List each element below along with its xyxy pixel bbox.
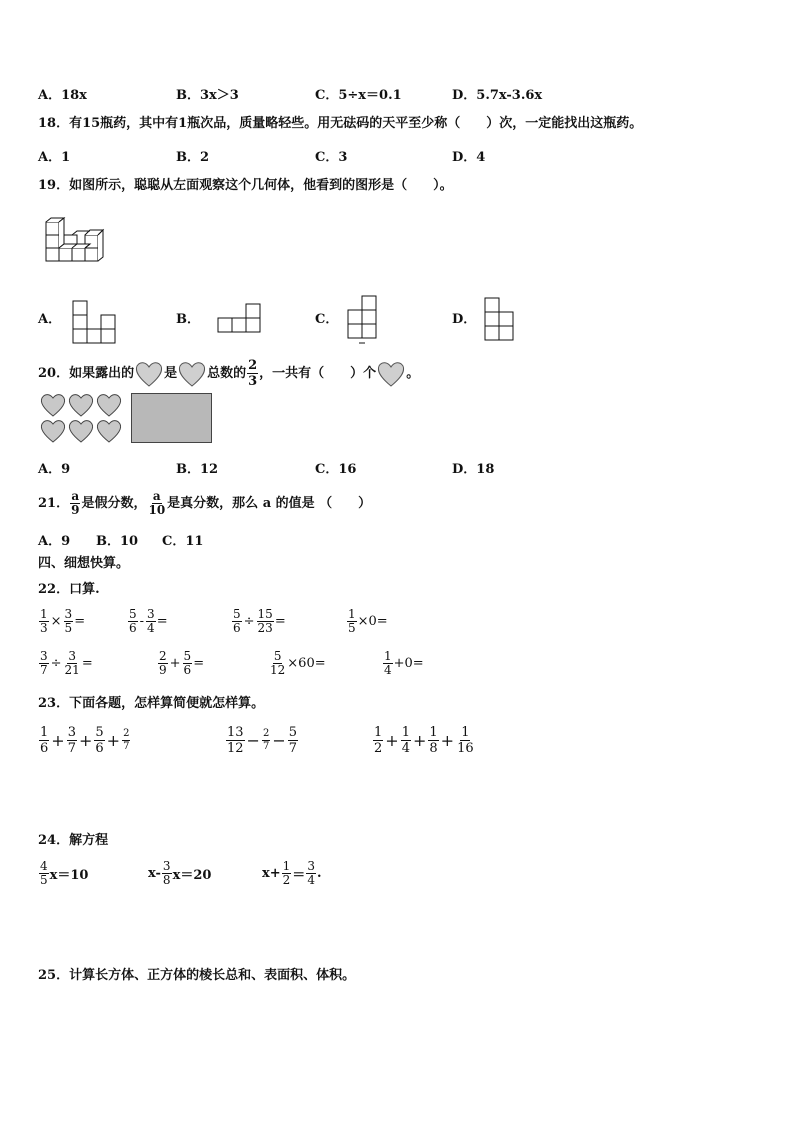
q21-text-2: 是真分数，那么 a 的值是 （ ）: [167, 495, 372, 511]
q21-stem: [38, 490, 371, 517]
q20-option-c: C．16: [315, 462, 357, 477]
q20-prefix: 20．如果露出的: [38, 365, 135, 381]
q19-option-b-figure: [217, 303, 261, 333]
q19-option-c-figure: [347, 295, 377, 345]
heart-icon: [376, 361, 406, 387]
q22-r2-e3: $\frac{5}{12}$ ×60=: [270, 649, 326, 677]
q20-mid2: 总数的: [207, 365, 247, 381]
q22-title: 22．口算.: [38, 582, 100, 597]
q23-e2: $\frac{13}{12}$ − $\frac{2}{7}$ − $\frac{5}{7}$: [227, 725, 298, 756]
q23-e3: $\frac{1}{2}$ + $\frac{1}{4}$ + $\frac{1}{8}$ + $\frac{1}{16}$: [374, 725, 474, 756]
q18-text: 18．有15瓶药，其中有1瓶次品，质量略轻些。用无砝码的天平至少称（ ）次，一定能找出这瓶药。: [38, 116, 643, 131]
q24-e2: x- $\frac{3}{8}$ x＝20: [148, 859, 212, 887]
q21-text-1: 是假分数，: [81, 495, 147, 511]
q18-option-b: B．2: [176, 150, 210, 165]
q20-option-d: D．18: [452, 462, 495, 477]
q20-option-b: B．12: [176, 462, 219, 477]
q19-option-b: B．: [176, 312, 200, 327]
q21-fraction-2: $\frac{a}{10}$: [148, 489, 166, 517]
q24-e1: $\frac{4}{5}$ x＝10: [40, 859, 89, 887]
q18-option-a: A．1: [38, 150, 71, 165]
q20-mid3: ，一共有（ ）个: [259, 365, 377, 381]
q22-r1-e2: $\frac{5}{6}$ - $\frac{3}{4}$ =: [129, 607, 168, 635]
q20-option-a: A．9: [38, 462, 71, 477]
q17-option-c: C．5÷x＝0.1: [315, 88, 402, 103]
covered-box: [131, 393, 212, 443]
q19-option-d-figure: [484, 297, 514, 341]
q21-fraction-1: $\frac{a}{9}$: [71, 489, 80, 517]
q19-option-a-figure: [72, 300, 116, 344]
q19-text: 19．如图所示，聪聪从左面观察这个几何体，他看到的图形是（ ）。: [38, 178, 453, 193]
q20-fraction: $\frac{2}{3}$: [248, 358, 258, 389]
q19-option-a: A．: [38, 312, 62, 327]
q22-r1-e1: $\frac{1}{3}$ × $\frac{3}{5}$ =: [40, 607, 86, 635]
q21-number: 21．: [38, 495, 70, 511]
q19-solid-figure: [44, 217, 104, 267]
q20-mid1: 是: [164, 365, 178, 381]
q22-r2-e2: $\frac{2}{9}$ + $\frac{5}{6}$ =: [159, 649, 205, 677]
q17-option-a: A．18x: [38, 88, 87, 103]
heart-icon: [177, 361, 207, 387]
q24-e3: x+ $\frac{1}{2}$ ＝ $\frac{3}{4}$ .: [262, 859, 322, 887]
q19-option-c: C．: [315, 312, 339, 327]
q20-stem: [38, 358, 419, 389]
q19-option-d: D．: [452, 312, 477, 327]
q17-option-b: B．3x＞3: [176, 88, 239, 103]
q17-option-d: D．5.7x-3.6x: [452, 88, 543, 103]
section-heading: 四、细想快算。: [38, 556, 130, 571]
q23-title: 23．下面各题，怎样算简便就怎样算。: [38, 696, 265, 711]
q21-option-a: A．9: [38, 534, 71, 549]
q25-text: 25．计算长方体、正方体的棱长总和、表面积、体积。: [38, 968, 356, 983]
q21-option-c: C．11: [162, 534, 204, 549]
q22-r1-e4: $\frac{1}{5}$ ×0=: [348, 607, 388, 635]
q24-title: 24．解方程: [38, 833, 109, 848]
q20-end: 。: [406, 365, 420, 381]
q22-r2-e1: $\frac{3}{7}$ ÷ $\frac{3}{21}$ =: [40, 649, 93, 677]
q23-e1: $\frac{1}{6}$ + $\frac{3}{7}$ + $\frac{5}{6}$ + $\frac{2}{7}$: [40, 725, 130, 756]
q22-r1-e3: $\frac{5}{6}$ ÷ $\frac{15}{23}$ =: [233, 607, 286, 635]
q18-option-d: D．4: [452, 150, 486, 165]
q21-option-b: B．10: [96, 534, 139, 549]
hearts-group: [40, 393, 126, 445]
heart-icon: [134, 361, 164, 387]
q18-option-c: C．3: [315, 150, 348, 165]
q22-r2-e4: $\frac{1}{4}$ +0=: [384, 649, 424, 677]
